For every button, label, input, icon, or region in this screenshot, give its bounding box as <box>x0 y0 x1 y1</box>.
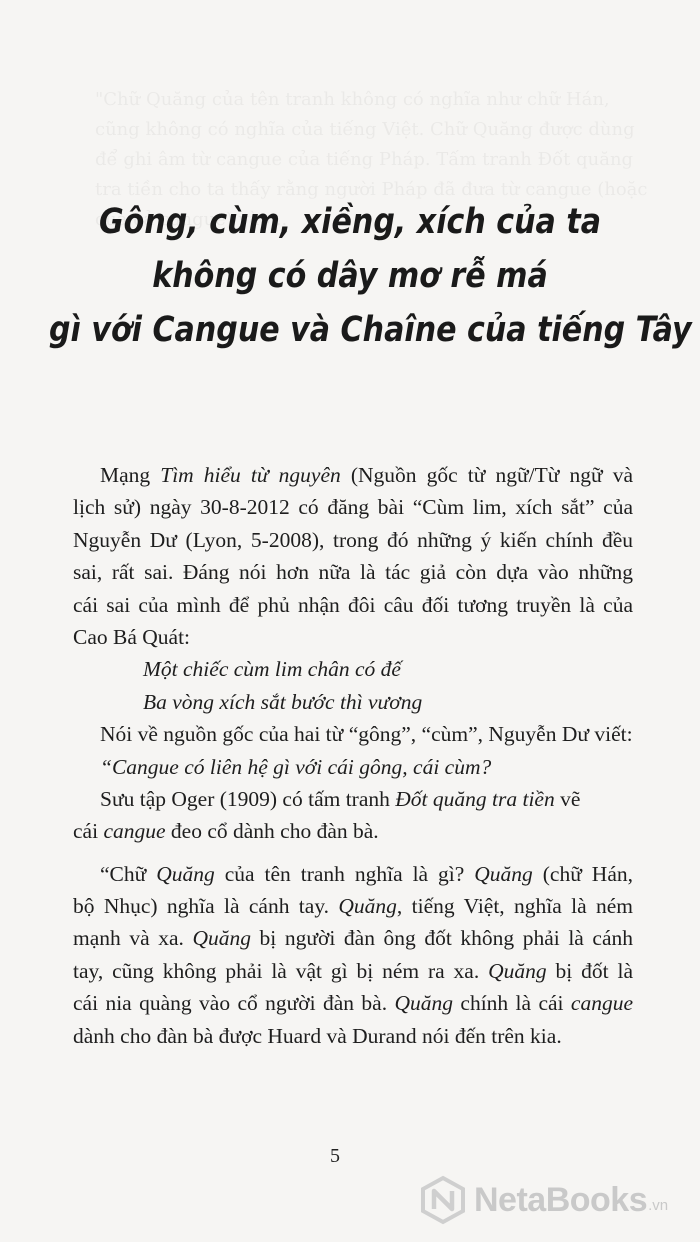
p1-line-2: lịch sử) ngày 30-8-2012 có đăng bài “Cùm lim, xích sắt” của <box>73 495 633 520</box>
p1-line-3: Nguyễn Dư (Lyon, 5-2008), trong đó những ý kiến chính đều <box>73 527 633 552</box>
chapter-title <box>49 195 692 357</box>
p3-line-1 <box>73 783 633 815</box>
p4-line-4: tay, cũng không phải là vật gì bị ném ra xa. Quăng bị đốt là <box>73 958 633 983</box>
page-number: 5 <box>330 1145 340 1167</box>
p1-line-6: Cao Bá Quát: <box>73 624 191 649</box>
p3-text-a: Sưu tập Oger (1909) có tấm tranh <box>100 786 396 811</box>
p2-line: Nói về nguồn gốc của hai từ “gông”, “cùm”, Nguyễn Dư viết: <box>100 722 633 747</box>
p1-line-5: cái sai của mình để phủ nhận đôi câu đối tương truyền là của <box>73 592 633 617</box>
title-line-3: gì với Cangue và Chaîne của tiếng Tây <box>49 310 692 350</box>
p4-line-1: “Chữ Quăng của tên tranh nghĩa là gì? Quăng (chữ Hán, <box>100 861 633 886</box>
netabooks-watermark <box>418 1172 700 1228</box>
p1-italic-site: Tìm hiểu từ nguyên <box>160 463 341 487</box>
quote-line: “Cangue có liên hệ gì với cái gông, cái cùm? <box>100 754 492 779</box>
body-text <box>73 459 633 1052</box>
watermark-brand: NetaBooks <box>474 1180 648 1219</box>
p4-line-5: cái nia quàng vào cổ người đàn bà. Quăng chính là cái cangue <box>73 991 633 1016</box>
p3-line-2 <box>73 815 633 847</box>
poem-line-2: Ba vòng xích sắt bước thì vương <box>143 689 423 714</box>
netabooks-logo-icon <box>418 1175 468 1225</box>
p1-line-4: sai, rất sai. Đáng nói hơn nữa là tác giả còn dựa vào những <box>73 560 633 585</box>
p3-line2-italic: cangue <box>103 819 166 844</box>
p3-text-b: vẽ <box>554 786 581 811</box>
p4-line-6: dành cho đàn bà được Huard và Durand nói đến trên kia. <box>73 1023 562 1048</box>
poem-line-1: Một chiếc cùm lim chân có đế <box>143 657 401 682</box>
p3-line2-a: cái <box>73 819 104 844</box>
watermark-suffix: .vn <box>648 1197 669 1214</box>
title-line-1: Gông, cùm, xiềng, xích của ta <box>98 202 602 242</box>
p3-line2-b: đeo cổ dành cho đàn bà. <box>165 819 379 844</box>
p3-italic: Đốt quăng tra tiền <box>395 786 555 811</box>
p1-line-1: Mạng Tìm hiểu từ nguyên (Nguồn gốc từ ngữ/Từ ngữ và <box>100 463 633 487</box>
p4-line-3: mạnh và xa. Quăng bị người đàn ông đốt không phải là cánh <box>73 926 633 951</box>
p4-line-2: bộ Nhục) nghĩa là cánh tay. Quăng, tiếng Việt, nghĩa là ném <box>73 894 634 919</box>
title-line-2: không có dây mơ rễ má <box>152 256 548 296</box>
